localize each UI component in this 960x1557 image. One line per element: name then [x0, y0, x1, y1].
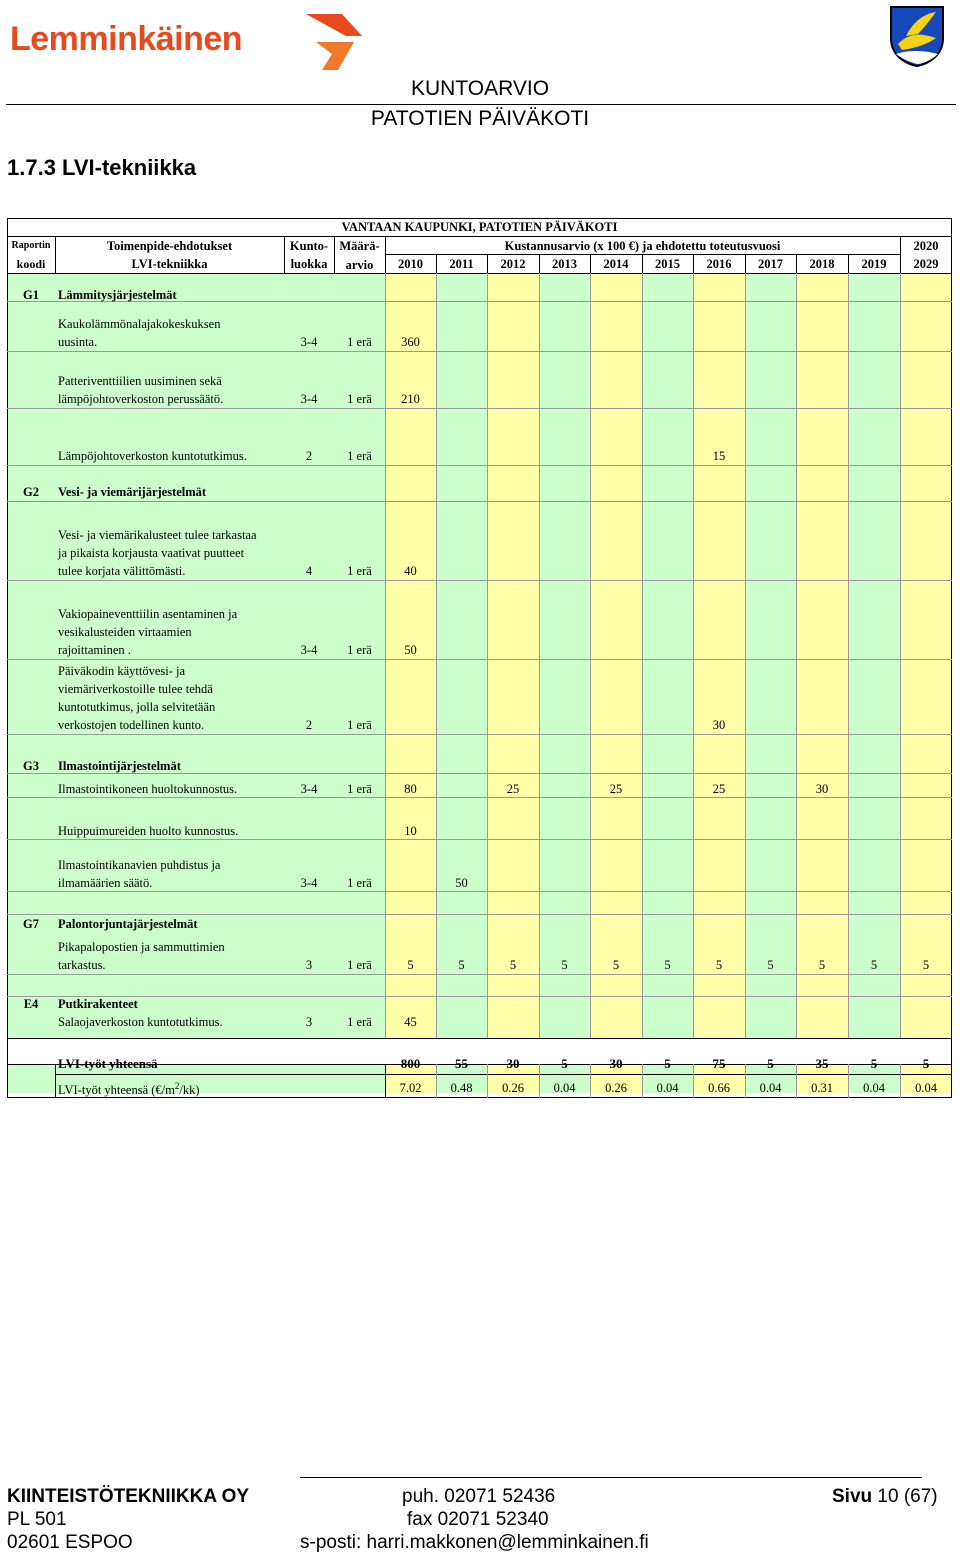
row-text: Huippuimureiden huolto kunnostus. — [58, 824, 239, 838]
group-name: Vesi- ja viemärijärjestelmät — [58, 485, 207, 499]
col-header-action-1: Toimenpide-ehdotukset — [106, 239, 233, 253]
document-title: KUNTOARVIO — [410, 77, 550, 100]
document-subtitle: PATOTIEN PÄIVÄKOTI — [370, 107, 590, 130]
col-header-qty-2: arvio — [345, 258, 374, 272]
group-name: Palontorjuntajärjestelmät — [58, 917, 198, 931]
footer-email: s-posti: harri.makkonen@lemminkainen.fi — [300, 1532, 649, 1553]
year-header: 2019 — [861, 257, 887, 271]
total-value: 5 — [767, 1056, 774, 1071]
row-value: 360 — [401, 335, 420, 349]
row-text: uusinta. — [58, 335, 98, 349]
row-value: 40 — [404, 564, 417, 578]
row-qty: 1 erä — [347, 564, 372, 578]
group-name: Ilmastointijärjestelmät — [58, 759, 181, 773]
row-value: 25 — [506, 782, 520, 796]
per-m2-value: 0.04 — [863, 1081, 885, 1095]
company-logo — [10, 6, 360, 74]
row-class: 3-4 — [300, 392, 318, 406]
row-text: Päiväkodin käyttövesi- ja — [58, 664, 186, 678]
row-text: viemäriverkostoille tulee tehdä — [58, 682, 213, 696]
row-value: 5 — [767, 958, 774, 972]
row-value: 80 — [404, 782, 417, 796]
year-header: 2016 — [706, 257, 732, 271]
row-value: 10 — [404, 824, 417, 838]
col-header-last-1: 2020 — [913, 239, 939, 253]
row-text: Vakiopaineventtiilin asentaminen ja — [58, 607, 238, 621]
group-code: G1 — [23, 288, 39, 302]
row-text: kuntotutkimus, jolla selvitetään — [58, 700, 216, 714]
row-value: 5 — [664, 958, 671, 972]
row-text: Patteriventtiilien uusiminen sekä — [58, 374, 222, 388]
row-value: 5 — [407, 958, 414, 972]
row-class: 3-4 — [300, 876, 318, 890]
per-m2-value: 0.66 — [708, 1081, 730, 1095]
row-value: 25 — [609, 782, 623, 796]
per-m2-value: 0.04 — [656, 1081, 679, 1095]
row-qty: 1 erä — [347, 718, 372, 732]
row-qty: 1 erä — [347, 392, 372, 406]
row-class: 3-4 — [300, 335, 318, 349]
col-header-last-2: 2029 — [913, 257, 939, 271]
row-value: 5 — [818, 958, 826, 972]
total-value: 35 — [815, 1056, 829, 1071]
row-value: 5 — [561, 958, 568, 972]
col-header-class-1: Kunto- — [289, 239, 329, 253]
row-text: verkostojen todellinen kunto. — [58, 718, 205, 732]
footer-address-2: 02601 ESPOO — [7, 1532, 133, 1553]
company-logo-text: Lemminkäinen — [10, 20, 243, 58]
row-value: 210 — [401, 392, 420, 406]
col-header-class-2: luokka — [290, 257, 328, 271]
row-class: 3 — [305, 1015, 313, 1029]
footer-company: KIINTEISTÖTEKNIIKKA OY — [7, 1486, 250, 1507]
row-qty: 1 erä — [347, 782, 372, 796]
row-text: Salaojaverkoston kuntotutkimus. — [58, 1015, 223, 1029]
per-m2-value: 0.31 — [811, 1081, 833, 1095]
row-text: tulee korjata välittömästi. — [58, 564, 186, 578]
per-m2-label: LVI-työt yhteensä $(€/m^2/kk)$ — [58, 1081, 200, 1098]
group-name: Putkirakenteet — [58, 997, 138, 1011]
year-header: 2013 — [552, 257, 577, 271]
group-code: E4 — [23, 997, 39, 1011]
page-footer — [0, 1478, 960, 1557]
row-value: 30 — [815, 782, 829, 796]
section-title: 1.7.3 LVI-tekniikka — [7, 155, 197, 180]
year-header: 2018 — [809, 257, 835, 271]
row-value: 5 — [458, 958, 465, 972]
row-qty: 1 erä — [347, 958, 372, 972]
total-value: 30 — [506, 1056, 520, 1071]
row-text: Lämpöjohtoverkoston kuntotutkimus. — [58, 449, 247, 463]
row-qty: 1 erä — [347, 335, 372, 349]
row-text: tarkastus. — [58, 958, 106, 972]
per-m2-value: 0.48 — [450, 1081, 473, 1095]
row-value: 5 — [612, 958, 620, 972]
vantaa-crest-icon — [888, 4, 946, 68]
row-class: 3-4 — [300, 643, 318, 657]
per-m2-value: 0.26 — [605, 1081, 627, 1095]
table-caption: VANTAAN KAUPUNKI, PATOTIEN PÄIVÄKOTI — [341, 220, 618, 234]
row-class: 4 — [305, 564, 313, 578]
header-divider — [6, 104, 956, 105]
year-header: 2011 — [449, 257, 474, 271]
total-value: 55 — [455, 1056, 468, 1071]
per-m2-value: 0.26 — [502, 1081, 524, 1095]
year-header: 2010 — [398, 257, 423, 271]
row-value: 45 — [404, 1015, 417, 1029]
footer-address-1: PL 501 — [7, 1509, 67, 1530]
row-text: Vesi- ja viemärikalusteet tulee tarkastaa — [58, 528, 257, 542]
row-text: Pikapalopostien ja sammuttimien — [58, 940, 225, 954]
per-m2-value: 0.04 — [915, 1081, 937, 1095]
footer-fax: fax 02071 52340 — [407, 1509, 549, 1530]
row-value: 15 — [712, 449, 726, 463]
row-value: 50 — [404, 643, 417, 657]
row-qty: 1 erä — [347, 449, 372, 463]
row-value: 50 — [455, 876, 468, 890]
row-value: 5 — [870, 958, 878, 972]
per-m2-value: 0.04 — [759, 1081, 782, 1095]
row-class: 2 — [305, 449, 313, 463]
footer-phone: puh. 02071 52436 — [402, 1486, 556, 1507]
row-text: ja pikaista korjausta vaativat puutteet — [58, 546, 245, 560]
total-value: 5 — [922, 1056, 930, 1071]
group-code: G2 — [23, 485, 39, 499]
row-class: 3-4 — [300, 782, 318, 796]
per-m2-value: 0.04 — [553, 1081, 576, 1095]
row-class: 3 — [305, 958, 313, 972]
row-value: 30 — [712, 718, 726, 732]
row-text: rajoittaminen . — [58, 643, 131, 657]
total-value: 30 — [609, 1056, 623, 1071]
row-qty: 1 erä — [347, 1015, 372, 1029]
row-text: lämpöjohtoverkoston perussäätö. — [58, 392, 224, 406]
row-text: vesikalusteiden virtaamien — [58, 625, 192, 639]
row-text: Ilmastointikoneen huoltokunnostus. — [58, 782, 238, 796]
year-header: 2017 — [758, 257, 783, 271]
row-class: 2 — [305, 718, 313, 732]
footer-page-number: Sivu 10 (67) — [832, 1486, 938, 1507]
group-code: G3 — [23, 759, 39, 773]
cost-estimate-table — [7, 218, 952, 1098]
col-header-action-2: LVI-tekniikka — [131, 257, 208, 271]
total-value: 75 — [712, 1056, 726, 1071]
row-text: Ilmastointikanavien puhdistus ja — [58, 858, 221, 872]
row-value: 5 — [715, 958, 723, 972]
cost-header: Kustannusarvio (x 100 €) ja ehdotettu toteutusvuosi — [504, 239, 781, 253]
year-header: 2012 — [500, 257, 526, 271]
total-value: 800 — [400, 1056, 421, 1071]
group-code: G7 — [23, 917, 39, 931]
row-value: 5 — [509, 958, 517, 972]
row-text: Kaukolämmönalajakokeskuksen — [58, 317, 221, 331]
totals-label: LVI-työt yhteensä — [58, 1056, 158, 1071]
logo-wing-icon — [302, 10, 366, 74]
row-text: ilmamäärien säätö. — [58, 876, 153, 890]
col-header-qty-1: Määrä- — [339, 239, 380, 253]
row-value: 25 — [712, 782, 726, 796]
per-m2-value: 7.02 — [399, 1081, 422, 1095]
year-header: 2015 — [655, 257, 680, 271]
total-value: 5 — [870, 1056, 878, 1071]
row-qty: 1 erä — [347, 643, 372, 657]
year-header: 2014 — [603, 257, 629, 271]
total-value: 5 — [561, 1056, 568, 1071]
col-header-code-2: koodi — [16, 257, 46, 271]
group-name: Lämmitysjärjestelmät — [58, 288, 177, 302]
total-value: 5 — [664, 1056, 671, 1071]
row-qty: 1 erä — [347, 876, 372, 890]
row-value: 5 — [922, 958, 930, 972]
col-header-code-1: Raportin — [11, 240, 51, 251]
